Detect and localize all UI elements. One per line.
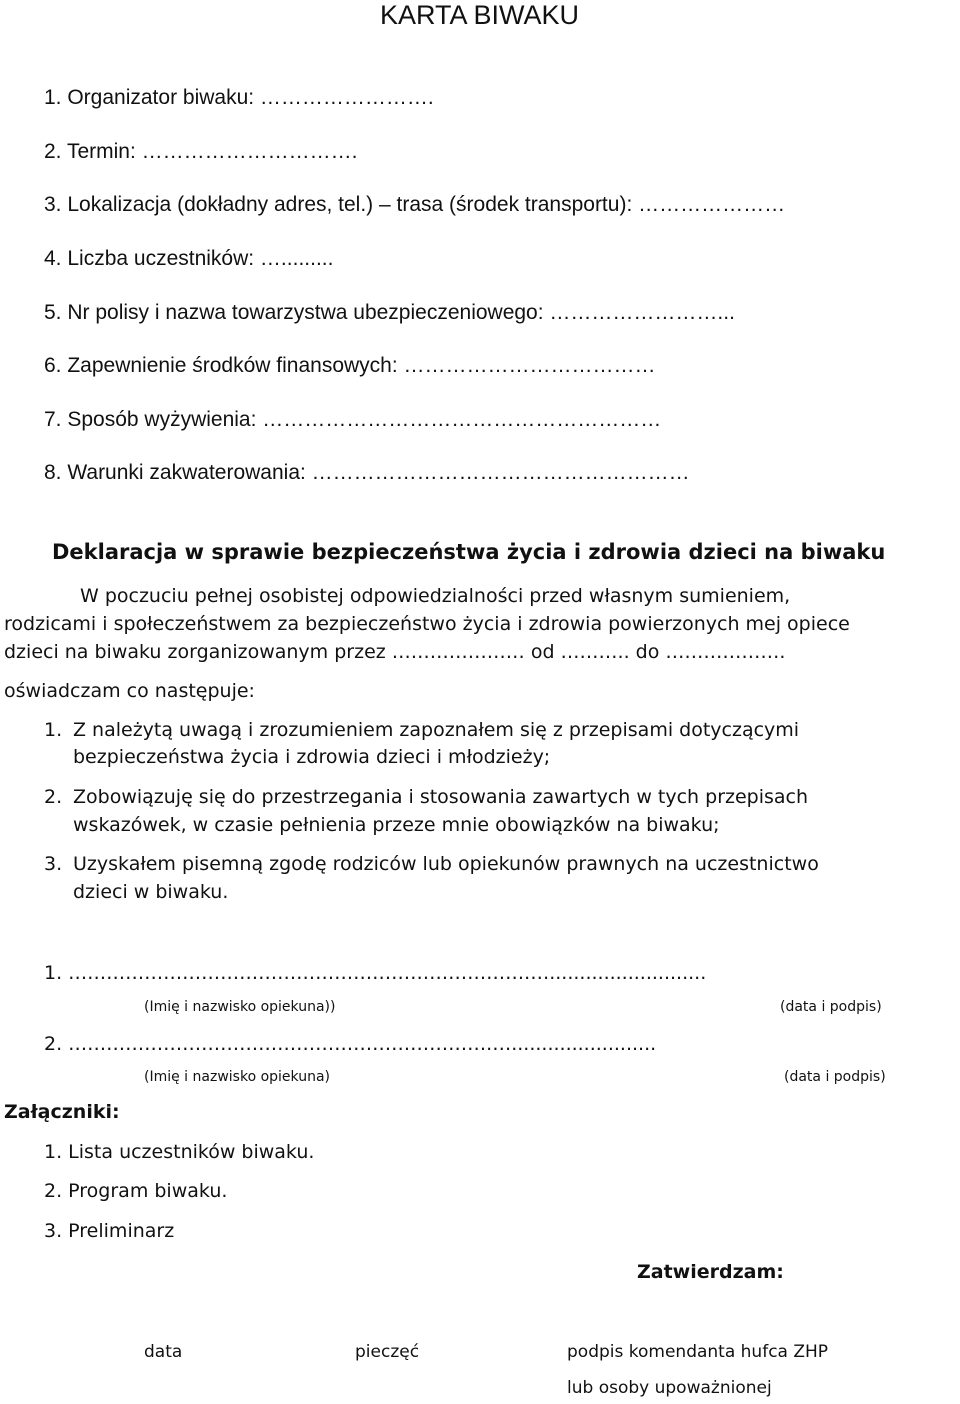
- signature-line-1: 1. ……………………………………………………………….…..........................: [44, 962, 707, 984]
- point-number: 2.: [44, 786, 63, 808]
- point-1-line-1: Z należytą uwagą i zrozumieniem zapoznałem się z przepisami dotyczącymi: [73, 719, 800, 741]
- date-caption: (data i podpis): [784, 1069, 886, 1085]
- declaration-statement: oświadczam co następuje:: [4, 680, 255, 702]
- point-2-line-2: wskazówek, w czasie pełnienia przeze mnie obowiązków na biwaku;: [73, 814, 720, 836]
- point-number: 3.: [44, 853, 63, 875]
- date-caption: (data i podpis): [780, 999, 882, 1015]
- field-finances: 6. Zapewnienie środków finansowych: ………………………………: [44, 354, 656, 377]
- name-caption: (Imię i nazwisko opiekuna): [144, 1069, 330, 1085]
- date-label: data: [144, 1342, 183, 1362]
- approval-heading: Zatwierdzam:: [637, 1261, 784, 1283]
- field-organizer: 1. Organizator biwaku: …………………….: [44, 86, 434, 109]
- name-caption: (Imię i nazwisko opiekuna)): [144, 999, 336, 1015]
- attachments-heading: Załączniki:: [4, 1101, 120, 1123]
- declaration-line-2: rodzicami i społeczeństwem za bezpieczeństwo życia i zdrowia powierzonych mej opiece: [4, 613, 850, 635]
- authorized-person-label: lub osoby upoważnionej: [567, 1378, 772, 1398]
- field-accommodation: 8. Warunki zakwaterowania: ………………………………………………: [44, 461, 690, 484]
- commander-signature-label: podpis komendanta hufca ZHP: [567, 1342, 829, 1362]
- point-3-line-1: Uzyskałem pisemną zgodę rodziców lub opiekunów prawnych na uczestnictwo: [73, 853, 819, 875]
- point-1-line-2: bezpieczeństwa życia i zdrowia dzieci i młodzieży;: [73, 746, 551, 768]
- point-3-line-2: dzieci w biwaku.: [73, 881, 229, 903]
- attachment-item: 3. Preliminarz: [44, 1220, 175, 1242]
- point-2-line-1: Zobowiązuję się do przestrzegania i stosowania zawartych w tych przepisach: [73, 786, 809, 808]
- attachment-item: 1. Lista uczestników biwaku.: [44, 1141, 315, 1163]
- page-title: KARTA BIWAKU: [380, 0, 580, 30]
- field-meals: 7. Sposób wyżywienia: …………………………………………………: [44, 408, 662, 431]
- declaration-line-1: W poczuciu pełnej osobistej odpowiedzialności przed własnym sumieniem,: [80, 585, 791, 607]
- point-number: 1.: [44, 719, 63, 741]
- stamp-label: pieczęć: [355, 1342, 420, 1362]
- attachment-item: 2. Program biwaku.: [44, 1180, 228, 1202]
- field-participants: 4. Liczba uczestników: ….........: [44, 247, 334, 270]
- field-location: 3. Lokalizacja (dokładny adres, tel.) – trasa (środek transportu): …………………: [44, 193, 786, 216]
- declaration-line-3: dzieci na biwaku zorganizowanym przez ………………… od ……….. do ……………….: [4, 641, 786, 663]
- signature-line-2: 2. ………………………………………………………….…........................: [44, 1033, 657, 1055]
- declaration-heading: Deklaracja w sprawie bezpieczeństwa życia i zdrowia dzieci na biwaku: [52, 540, 886, 564]
- field-term: 2. Termin: ………………………….: [44, 140, 358, 163]
- field-insurance: 5. Nr polisy i nazwa towarzystwa ubezpieczeniowego: ……………………...: [44, 301, 735, 324]
